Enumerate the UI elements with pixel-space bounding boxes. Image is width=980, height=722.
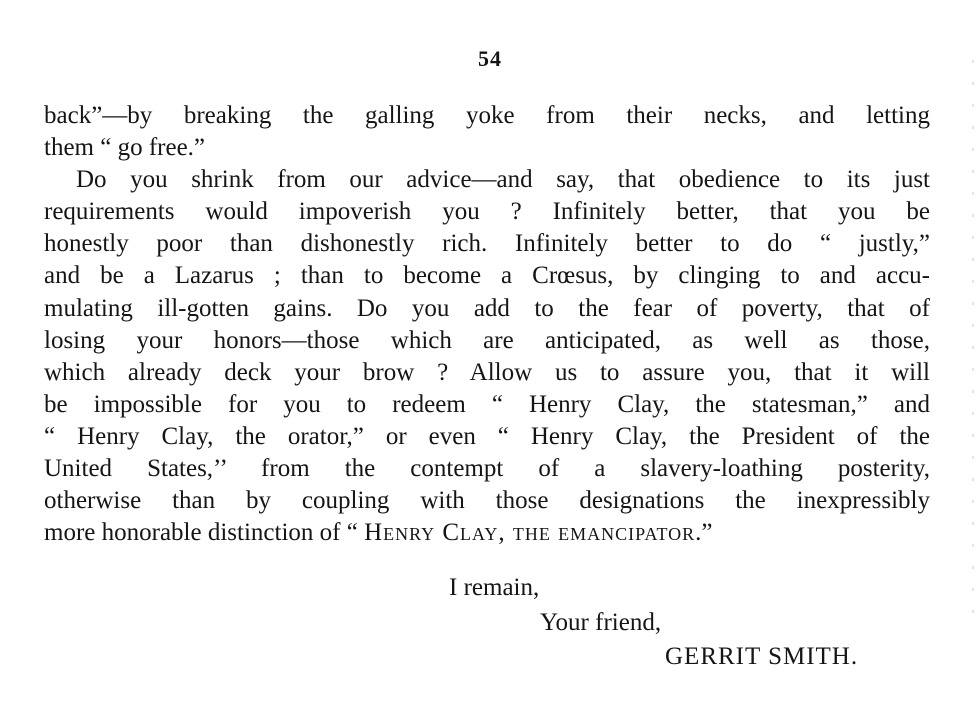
text-line-7: mulating ill-gotten gains. Do you add to the fear of poverty, that of [44, 294, 930, 322]
text-line-4: requirements would impoverish you ? Infinitely better, that you be [44, 198, 930, 226]
text-line-14-start: more honorable distinction of “ [44, 519, 358, 547]
letter-body [44, 100, 930, 549]
text-line-10: be impossible for you to redeem “ Henry Clay, the statesman,” and [44, 390, 930, 418]
text-line-5: honestly poor than dishonestly rich. Infinitely better to do “ justly,” [44, 230, 930, 258]
text-line-14 [44, 517, 930, 549]
text-line-12: United States,’’ from the contempt of a slavery-loathing posterity, [44, 455, 930, 483]
emancipator-emphasis: Henry Clay, the emancipator [364, 519, 696, 547]
text-line-1: back”—by breaking the galling yoke from their necks, and letting [44, 102, 930, 129]
text-line-13: otherwise than by coupling with those designations the inexpressibly [44, 487, 930, 515]
text-line-8: losing your honors—those which are anticipated, as well as those, [44, 326, 930, 354]
signature: GERRIT SMITH. [665, 643, 859, 670]
text-line-3: Do you shrink from our advice—and say, that obedience to its just [76, 166, 930, 194]
text-line-11: “ Henry Clay, the orator,” or even “ Henry Clay, the President of the [44, 422, 930, 450]
page-number: 54 [478, 46, 502, 71]
text-line-2: them “ go free.” [44, 134, 206, 162]
text-line-6: and be a Lazarus ; than to become a Crœsus, by clinging to and accu- [44, 262, 930, 290]
text-line-9: which already deck your brow ? Allow us to assure you, that it will [44, 358, 930, 386]
closing-remain: I remain, [449, 574, 540, 601]
scan-edge-mark [972, 60, 974, 620]
text-line-14-end: .” [695, 519, 713, 547]
closing-friend: Your friend, [540, 609, 662, 636]
